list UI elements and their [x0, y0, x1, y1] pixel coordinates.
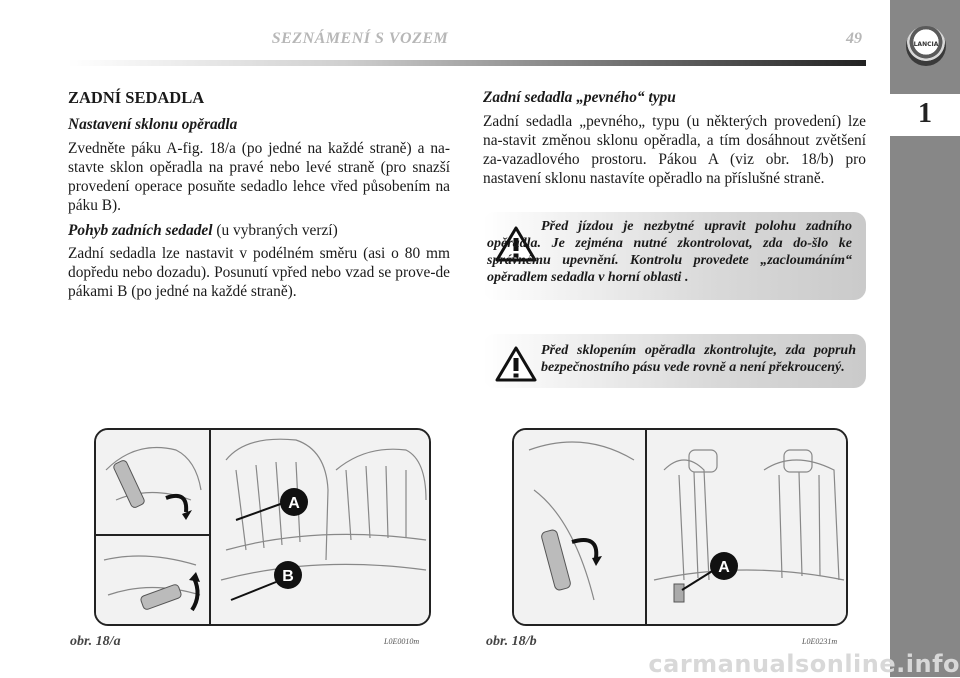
fixed-rear-seat-illustration — [514, 430, 846, 624]
subhead-seat-movement-line — [68, 221, 450, 240]
label-b: B — [282, 568, 294, 585]
paragraph-seat-movement: Zadní sedadla lze nastavit v podélném směru (asi o 80 mm dopředu nebo dozadu). Posunutí vpřed nebo vzad se prove-de pákami B (po jedné na každé straně). — [68, 245, 450, 300]
warning-box-2 — [483, 334, 866, 388]
figure-caption-18a: obr. 18/a — [70, 634, 121, 649]
subhead-backrest: Nastavení sklonu opěradla — [68, 116, 238, 133]
warning-triangle-icon — [495, 346, 537, 382]
figure-code-18b: L0E0231m — [802, 637, 838, 646]
left-column — [68, 88, 450, 307]
paragraph-fixed-seats: Zadní sedadla „pevného„ typu (u některých provedení) lze na-stavit změnou sklonu opěradla, a tím dosáhnout zvětšení za-vazadlového prostoru. Pákou A (viz obr. 18/b) pro nastavení sklonu nastavíte opěradlo na příslušné straně. — [483, 113, 866, 187]
rear-seats-illustration — [96, 430, 429, 624]
warning-text-2: Před sklopením opěradla zkontrolujte, zda popruh bezpečnostního pásu vede rovně a není překroucený. — [541, 343, 856, 375]
page-number: 49 — [846, 30, 862, 47]
right-column — [483, 88, 866, 194]
header-title: SEZNÁMENÍ S VOZEM — [271, 30, 449, 47]
figure-18b — [512, 428, 848, 626]
figure-18a — [94, 428, 431, 626]
watermark: carmanualsonline.info — [648, 650, 960, 678]
label-a: A — [288, 495, 300, 512]
subhead-seat-movement: Pohyb zadních sedadel — [68, 222, 213, 239]
logo-text: LANCIA — [913, 41, 939, 48]
chapter-tab[interactable] — [890, 94, 960, 136]
figure-code-18a: L0E0010m — [384, 637, 420, 646]
header-rule — [68, 60, 866, 66]
subhead-seat-movement-suffix: (u vybraných verzí) — [212, 222, 338, 239]
chapter-number: 1 — [918, 98, 932, 129]
warning-text-1: Před jízdou je nezbytné upravit polohu zadního opěradla. Je zejména nutné zkontrolovat, zda do-šlo ke správnému upevnění. Kontrolu provedete „zacloumáním“ opěradlem sedadla v horní oblasti . — [487, 219, 852, 285]
warning-box-1 — [483, 212, 866, 300]
lancia-logo-icon — [906, 26, 946, 66]
section-title: ZADNÍ SEDADLA — [68, 88, 205, 107]
subhead-fixed-seats: Zadní sedadla „pevného“ typu — [483, 89, 676, 106]
label-a-b: A — [718, 559, 730, 576]
figure-caption-18b: obr. 18/b — [486, 634, 537, 649]
paragraph-backrest: Zvedněte páku A-fig. 18/a (po jedné na každé straně) a na-stavte sklon opěradla na pravé nebo levé straně (pro snazší provedení operace posuňte sedadlo lehce vřed působením na páku B). — [68, 140, 450, 214]
